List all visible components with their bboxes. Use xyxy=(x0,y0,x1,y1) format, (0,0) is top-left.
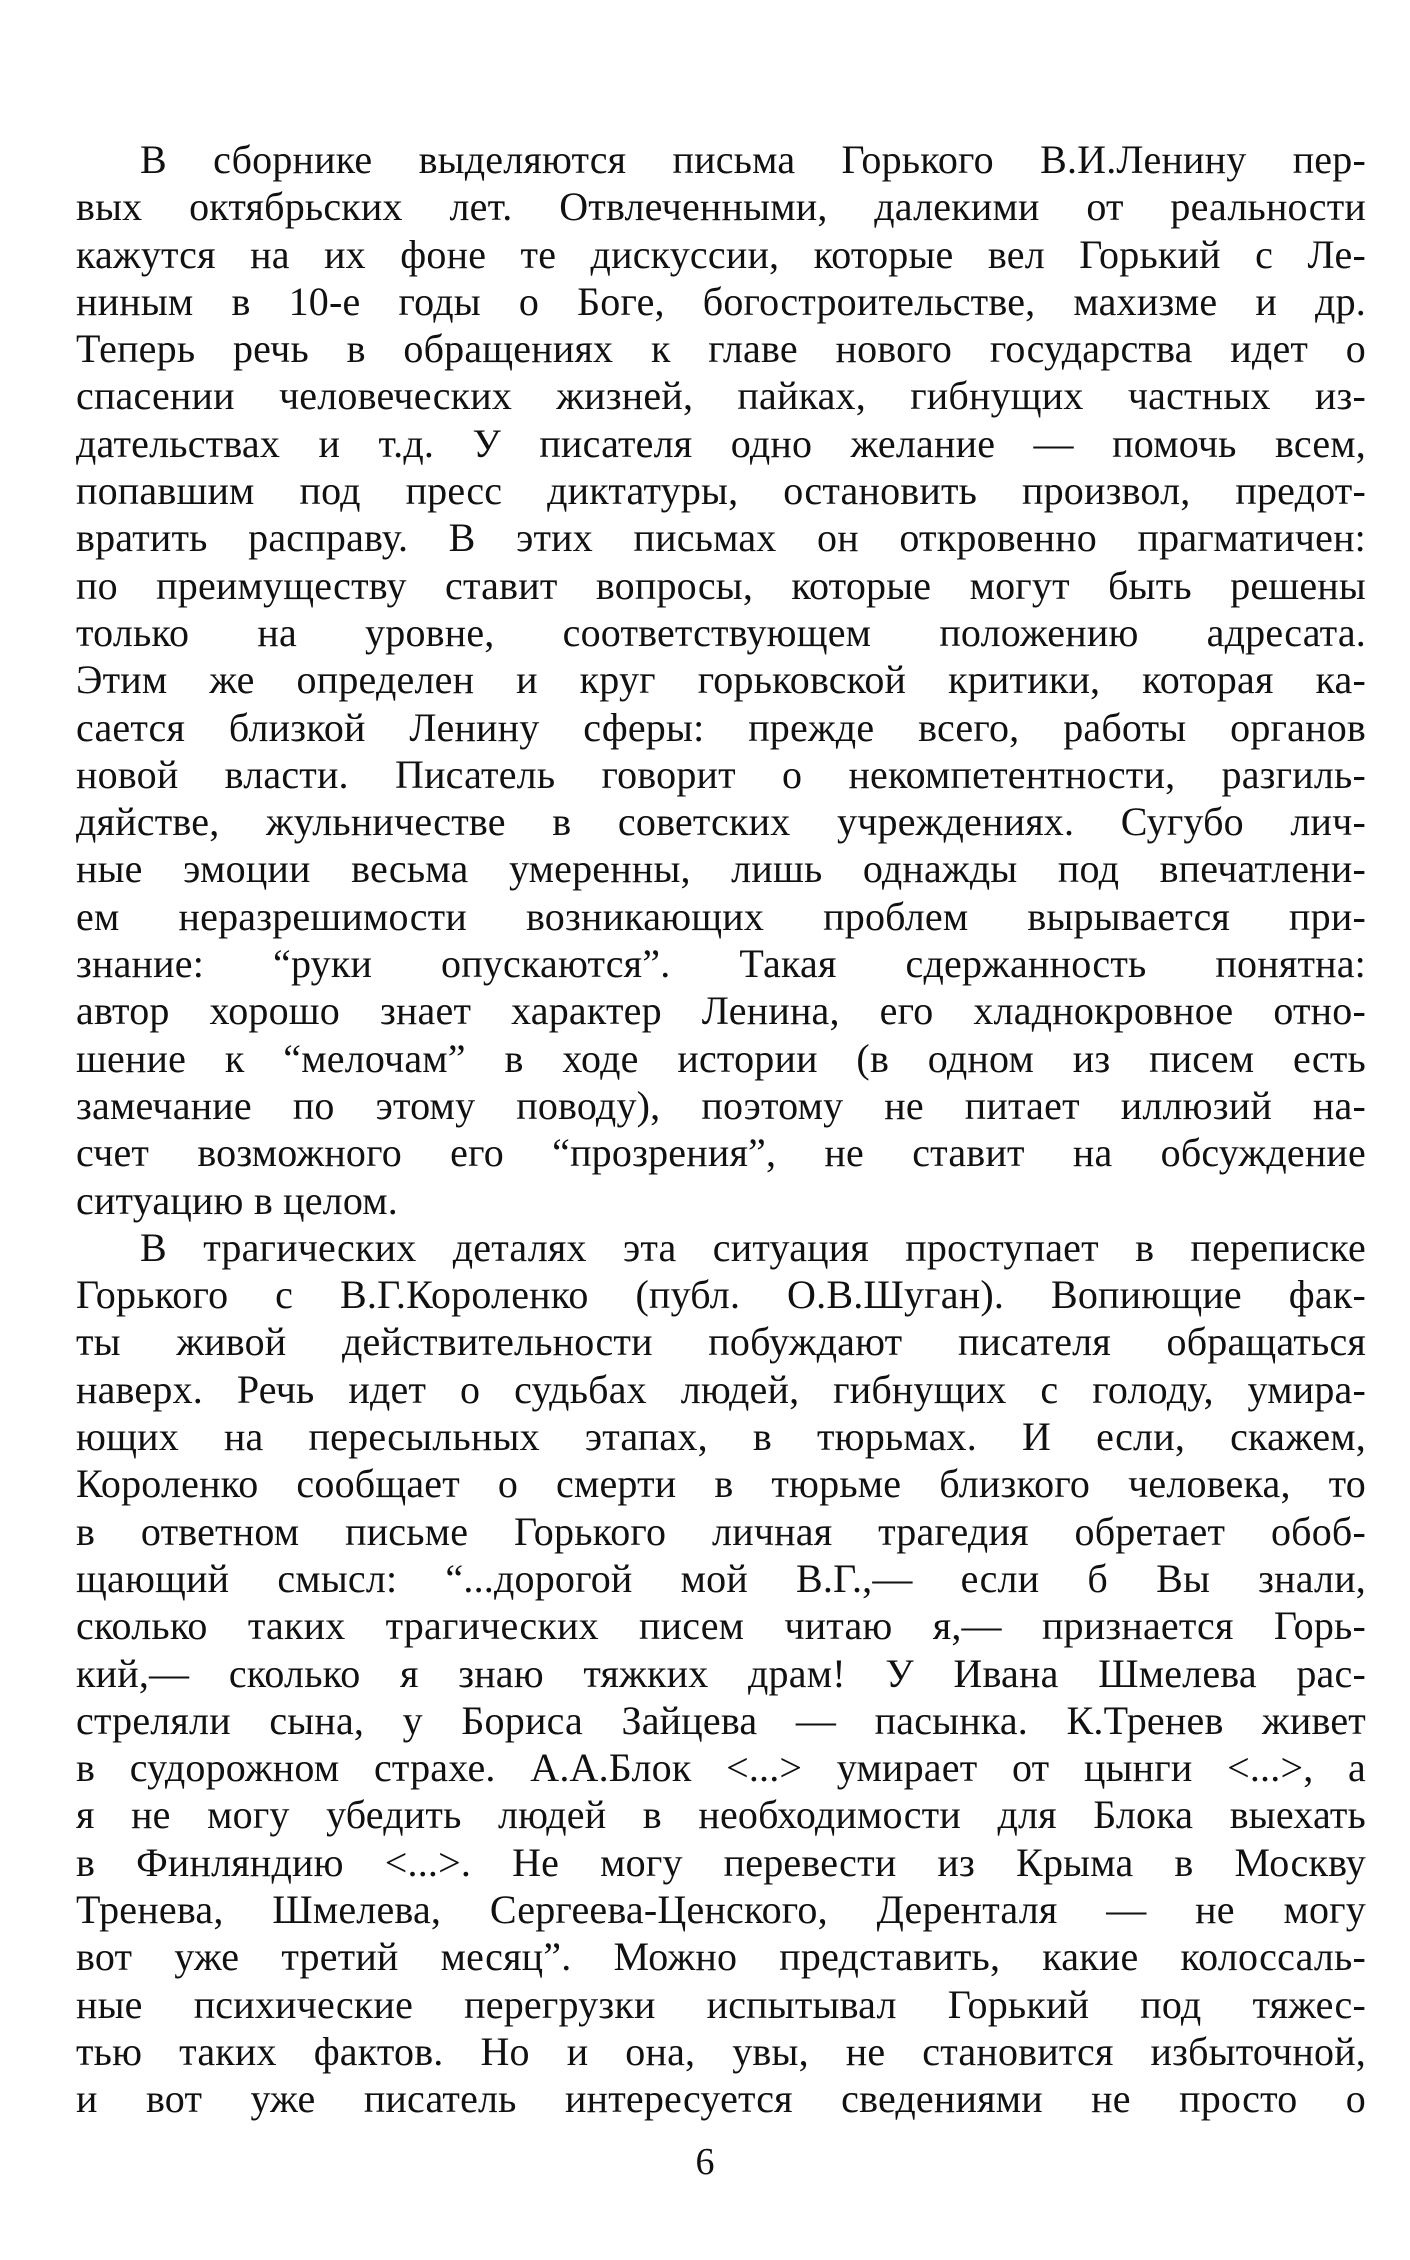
text-line: ситуацию в целом. xyxy=(76,1177,398,1223)
text-line: стреляли сына, у Бориса Зайцева — пасынка. К.Тренев живет xyxy=(76,1697,1366,1743)
text-line: ты живой действительности побуждают писателя обращаться xyxy=(76,1319,1366,1365)
text-line: в ответном письме Горького личная трагедия обретает обоб- xyxy=(76,1508,1366,1554)
text-line: наверх. Речь идет о судьбах людей, гибнущих с голоду, умира- xyxy=(76,1366,1366,1412)
document-body xyxy=(76,136,1366,2122)
text-line: ем неразрешимости возникающих проблем вырывается при- xyxy=(76,893,1366,939)
text-line: ниным в 10-е годы о Боге, богостроительстве, махизме и др. xyxy=(76,278,1366,324)
text-line: щающий смысл: “...дорогой мой В.Г.,— если б Вы знали, xyxy=(76,1555,1366,1601)
text-line: по преимуществу ставит вопросы, которые могут быть решены xyxy=(76,562,1366,608)
text-line: дяйстве, жульничестве в советских учреждениях. Сугубо лич- xyxy=(76,799,1366,845)
text-line: в Финляндию <...>. Не могу перевести из Крыма в Москву xyxy=(76,1839,1366,1885)
text-line: сколько таких трагических писем читаю я,— признается Горь- xyxy=(76,1603,1366,1649)
text-line: в судорожном страхе. А.А.Блок <...> умирает от цынги <...>, а xyxy=(76,1745,1366,1791)
text-line: ные эмоции весьма умеренны, лишь однажды под впечатлени- xyxy=(76,846,1366,892)
text-line: вот уже третий месяц”. Можно представить, какие колоссаль- xyxy=(76,1934,1366,1980)
text-line: ющих на пересыльных этапах, в тюрьмах. И если, скажем, xyxy=(76,1414,1366,1460)
page-number: 6 xyxy=(695,2141,715,2183)
text-line: шение к “мелочам” в ходе истории (в одном из писем есть xyxy=(76,1035,1366,1081)
text-line: только на уровне, соответствующем положению адресата. xyxy=(76,609,1366,655)
paragraph-2 xyxy=(76,1224,1366,2123)
text-line: спасении человеческих жизней, пайках, гибнущих частных из- xyxy=(76,373,1366,419)
text-line: вратить расправу. В этих письмах он откровенно прагматичен: xyxy=(76,515,1366,561)
text-line: Тренева, Шмелева, Сергеева-Ценского, Деренталя — не могу xyxy=(76,1886,1366,1932)
text-line: знание: “руки опускаются”. Такая сдержанность понятна: xyxy=(76,941,1366,987)
text-line: ные психические перегрузки испытывал Горький под тяжес- xyxy=(76,1981,1366,2027)
text-line: сается близкой Ленину сферы: прежде всего, работы органов xyxy=(76,704,1366,750)
text-line: кажутся на их фоне те дискуссии, которые вел Горький с Ле- xyxy=(76,231,1366,277)
text-line: и вот уже писатель интересуется сведениями не просто о xyxy=(76,2076,1366,2122)
text-line: В сборнике выделяются письма Горького В.И.Ленину пер- xyxy=(140,137,1366,182)
text-line: В трагических деталях эта ситуация проступает в переписке xyxy=(140,1224,1366,1270)
text-line: автор хорошо знает характер Ленина, его хладнокровное отно- xyxy=(76,988,1366,1034)
text-line: вых октябрьских лет. Отвлеченными, далекими от реальности xyxy=(76,184,1366,230)
paragraph-1 xyxy=(76,136,1366,1224)
text-line: Этим же определен и круг горьковской критики, которая ка- xyxy=(76,657,1366,703)
text-line: я не могу убедить людей в необходимости для Блока выехать xyxy=(76,1792,1366,1838)
text-line: замечание по этому поводу), поэтому не питает иллюзий на- xyxy=(76,1082,1366,1128)
text-line: новой власти. Писатель говорит о некомпетентности, разгиль- xyxy=(76,751,1366,797)
text-line: дательствах и т.д. У писателя одно желание — помочь всем, xyxy=(76,420,1366,466)
text-line: Горького с В.Г.Короленко (публ. О.В.Шуган). Вопиющие фак- xyxy=(76,1272,1366,1318)
text-line: Теперь речь в обращениях к главе нового государства идет о xyxy=(76,326,1366,372)
text-line: попавшим под пресс диктатуры, остановить произвол, предот- xyxy=(76,468,1366,514)
text-line: тью таких фактов. Но и она, увы, не становится избыточной, xyxy=(76,2028,1366,2074)
text-line: счет возможного его “прозрения”, не ставит на обсуждение xyxy=(76,1130,1366,1176)
text-line: Короленко сообщает о смерти в тюрьме близкого человека, то xyxy=(76,1461,1366,1507)
text-line: кий,— сколько я знаю тяжких драм! У Ивана Шмелева рас- xyxy=(76,1650,1366,1696)
